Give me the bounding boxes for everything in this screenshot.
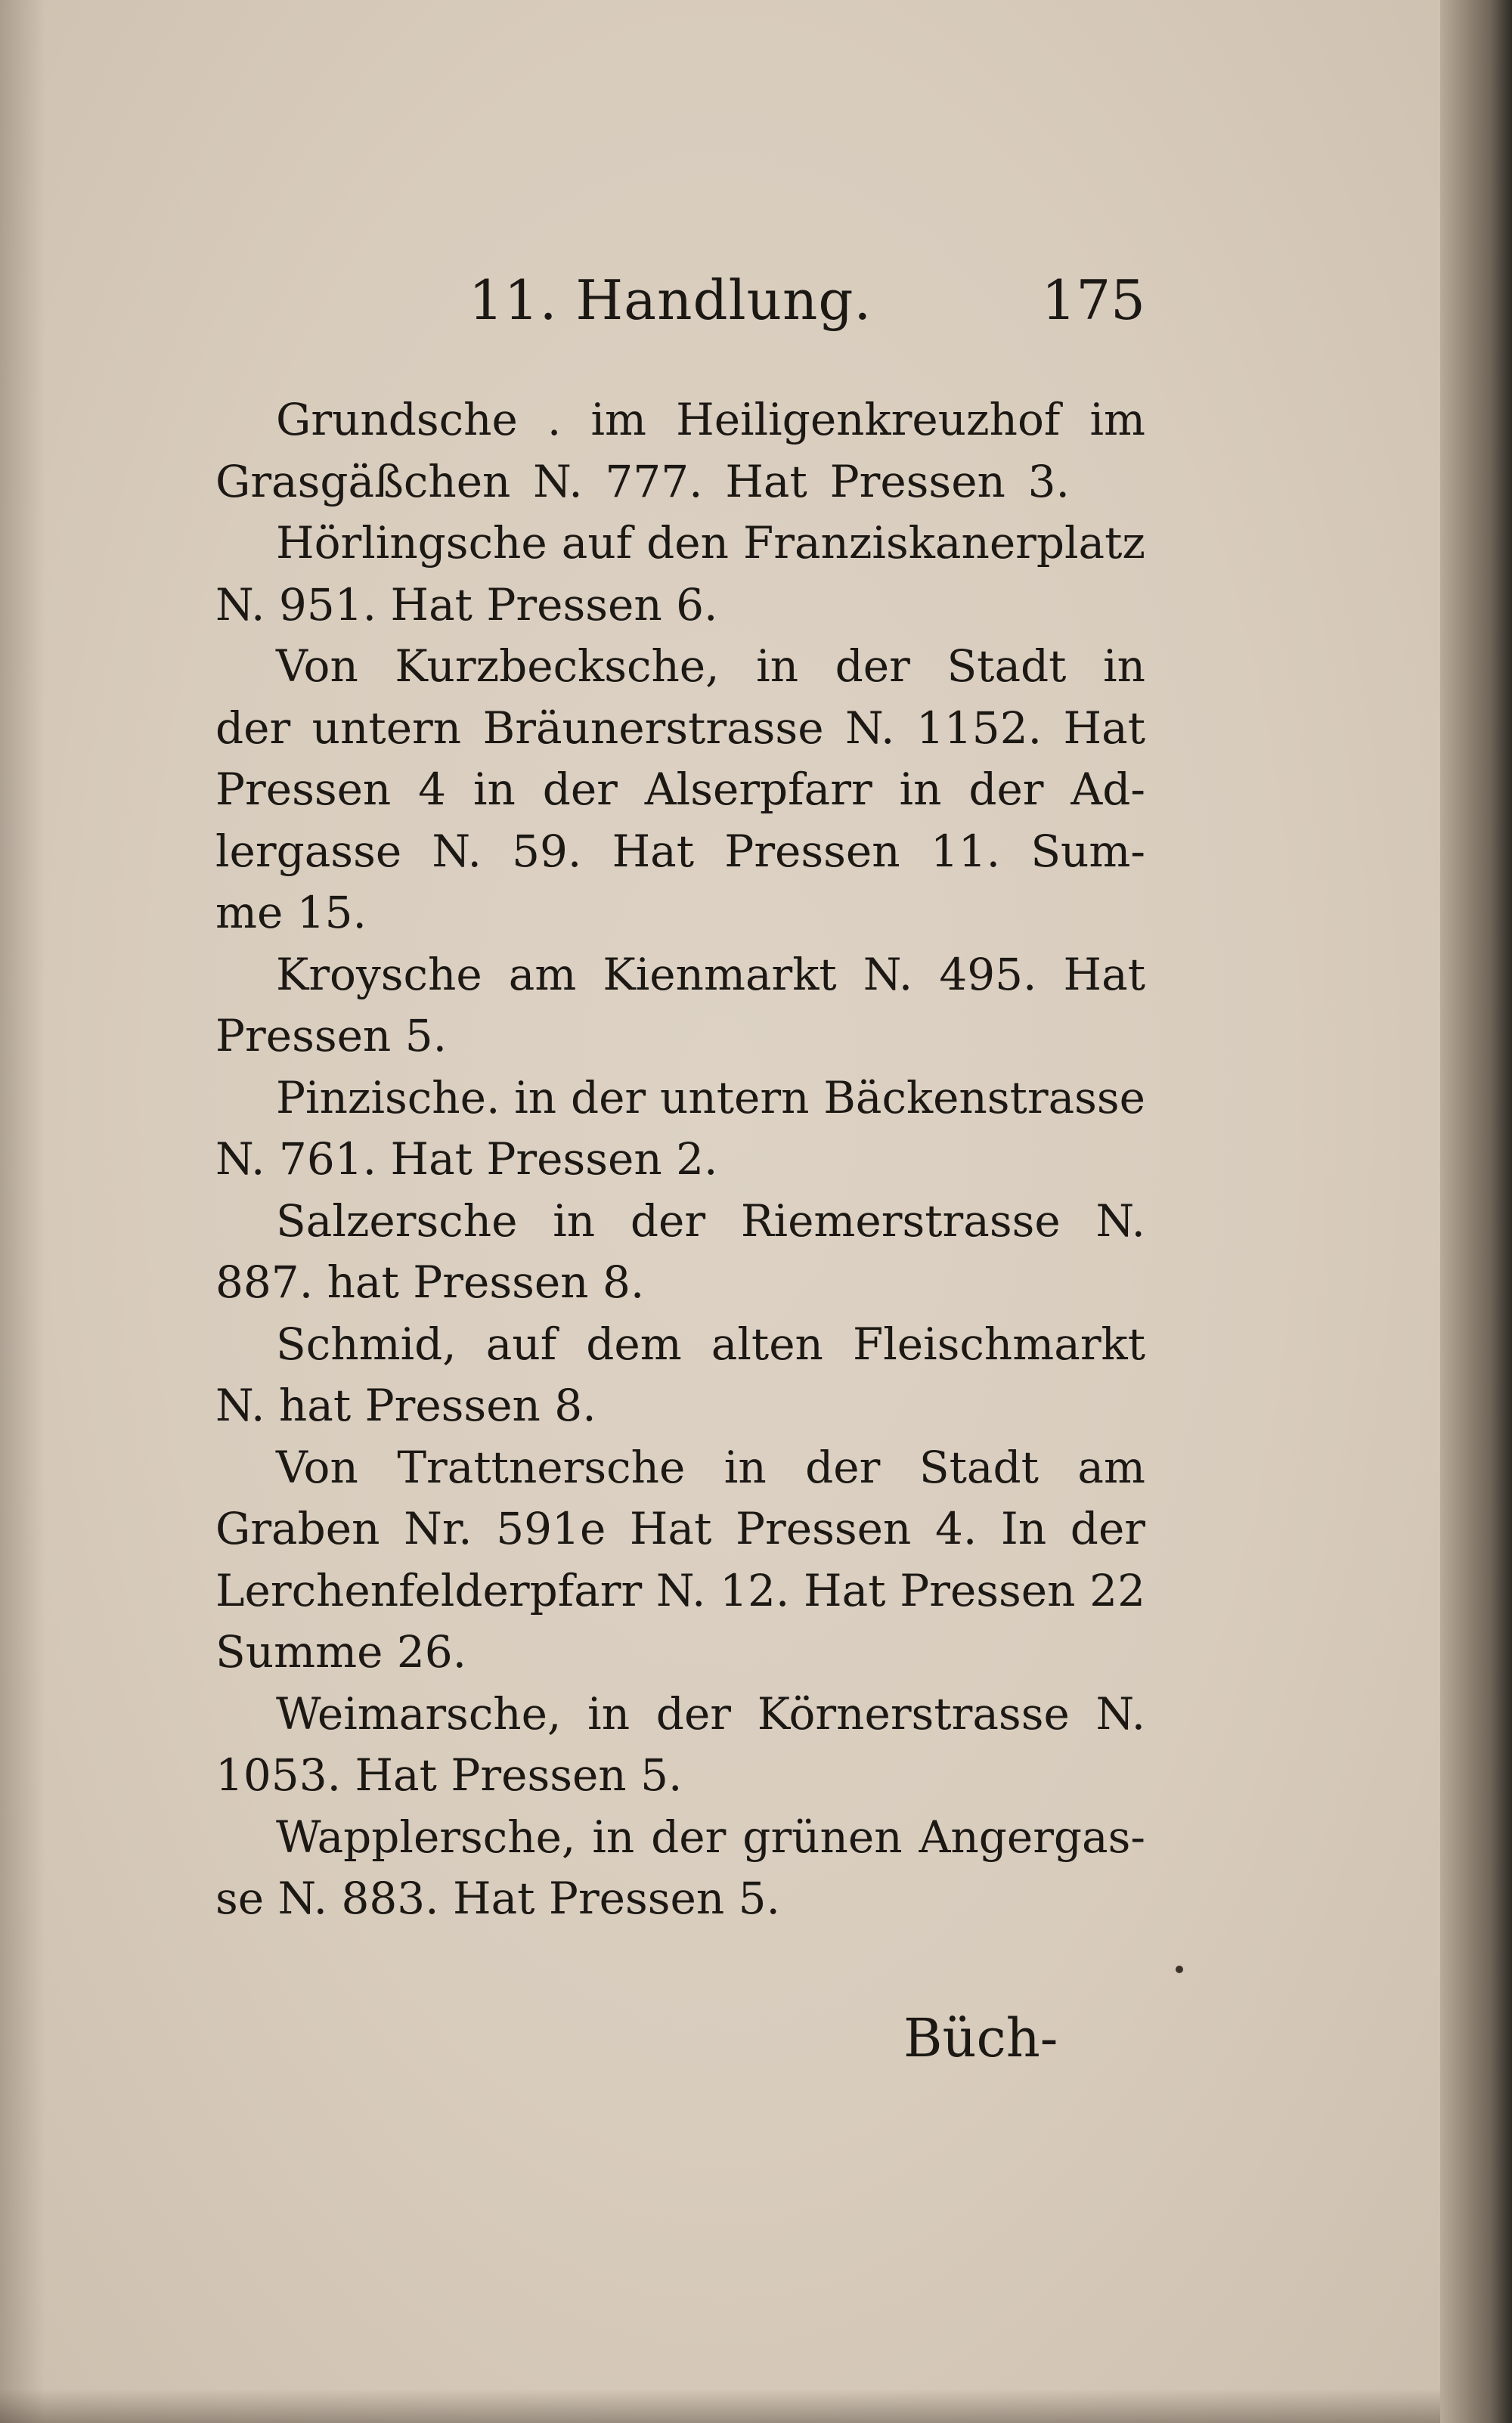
running-title: 11. Handlung. [469,268,872,332]
text-line: Pressen 5. [215,1010,448,1061]
text-line: der untern Bräunerstrasse N. 1152. Hat [215,702,1145,754]
spine-shadow [0,0,45,2423]
text-line: Graben Nr. 591e Hat Pressen 4. In der [215,1503,1145,1554]
text-line: Lerchenfelderpfarr N. 12. Hat Pressen 22 [215,1564,1145,1616]
page-header [212,268,1145,336]
text-line: Grasgäßchen N. 777. Hat Pressen 3. [215,455,1070,507]
catchword: Büch- [903,2007,1058,2069]
text-line: Wapplersche, in der grünen Angergas- [276,1811,1145,1863]
text-line: Salzersche in der Riemerstrasse N. [276,1194,1145,1247]
ink-speck [1176,1966,1183,1973]
text-line: lergasse N. 59. Hat Pressen 11. Sum- [215,825,1145,877]
body-text [215,389,1145,1930]
text-line: Grundsche . im Heiligenkreuzhof im [276,394,1145,445]
text-line: Von Kurzbecksche, in der Stadt in [276,640,1145,692]
text-line: N. 761. Hat Pressen 2. [215,1133,718,1185]
text-line: Schmid, auf dem alten Fleischmarkt [276,1318,1145,1370]
bottom-shadow [0,2389,1440,2423]
text-line: Kroysche am Kienmarkt N. 495. Hat [276,948,1145,1000]
text-line: me 15. [215,887,367,938]
text-line: Von Trattnersche in der Stadt am [276,1441,1145,1493]
text-line: 1053. Hat Pressen 5. [215,1749,683,1801]
text-line: se N. 883. Hat Pressen 5. [215,1873,780,1924]
text-line: N. hat Pressen 8. [215,1380,596,1431]
text-line: 887. hat Pressen 8. [215,1256,645,1308]
text-line: Hörlingsche auf den Franziskanerplatz [276,517,1145,569]
text-line: Summe 26. [215,1626,467,1678]
text-line: N. 951. Hat Pressen 6. [215,578,718,631]
text-line: Pinzische. in der untern Bäckenstrasse [276,1071,1145,1123]
page-number: 175 [1041,268,1145,332]
text-line: Pressen 4 in der Alserpfarr in der Ad- [215,764,1145,815]
page-edge [1440,0,1512,2423]
text-line: Weimarsche, in der Körnerstrasse N. [276,1687,1145,1740]
